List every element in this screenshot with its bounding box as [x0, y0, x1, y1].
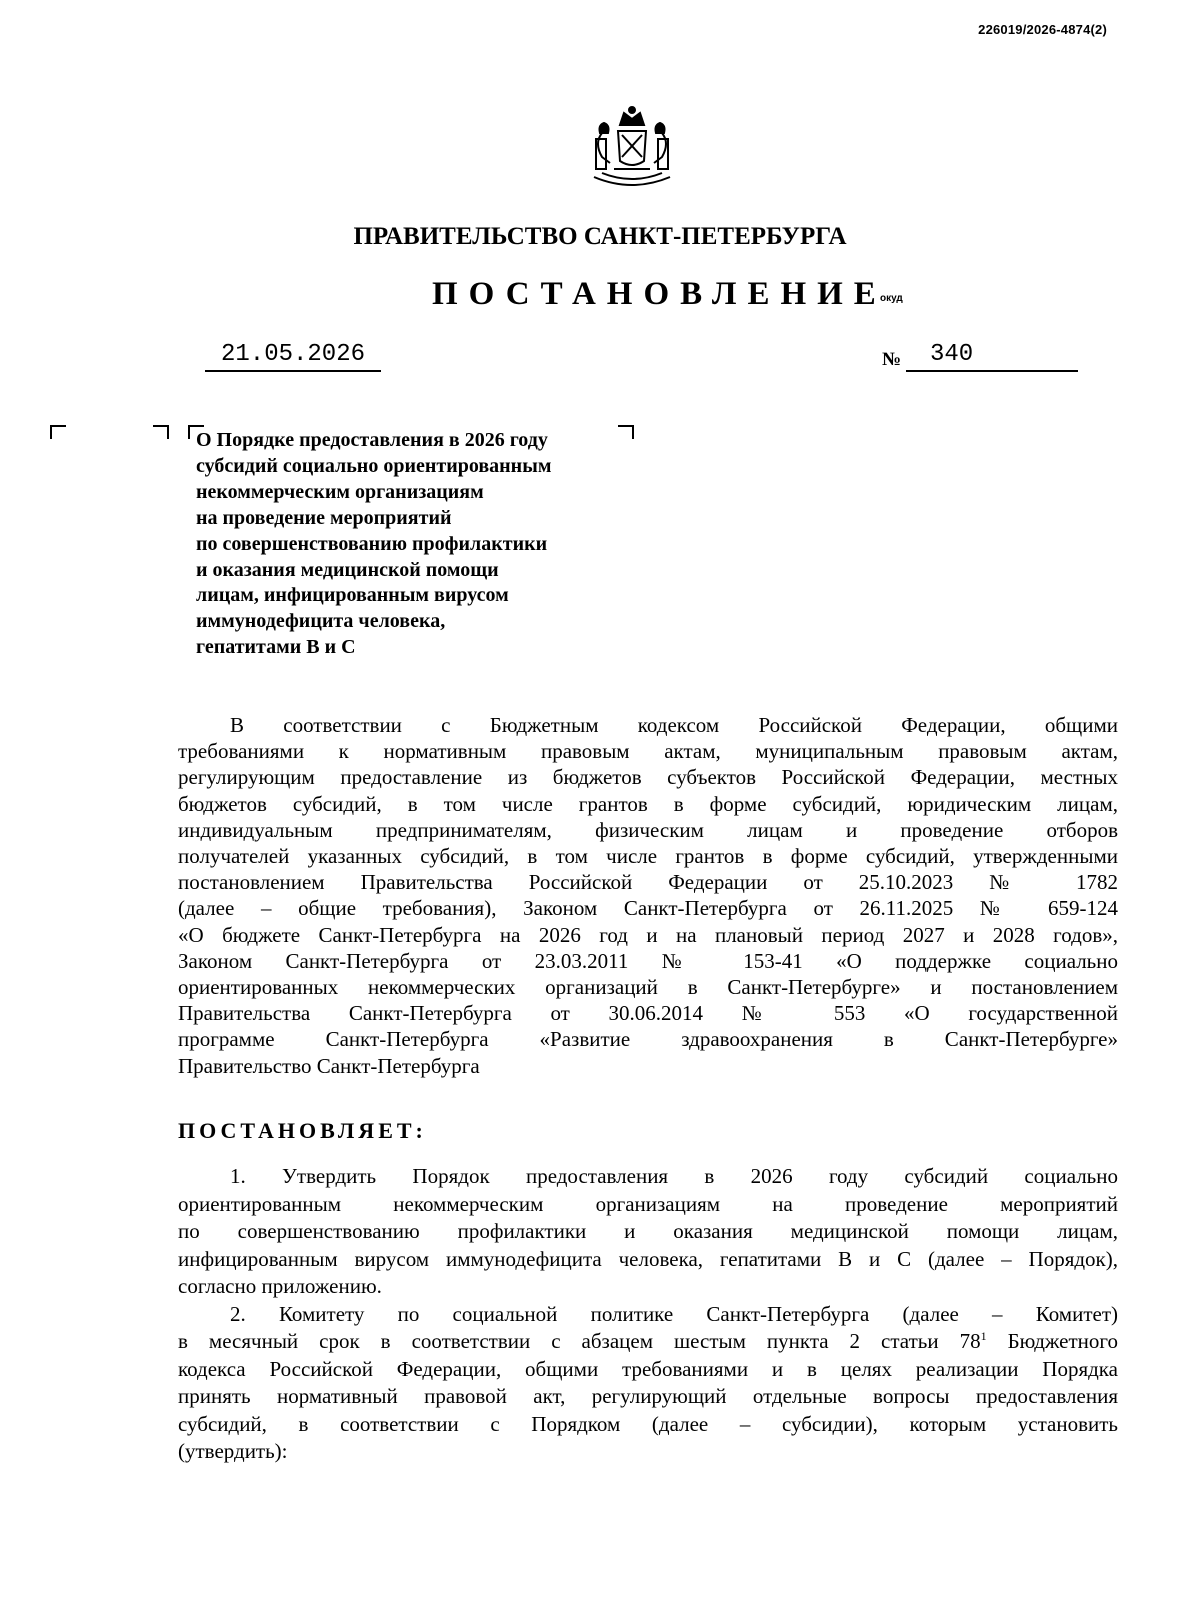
subject-title-line: на проведение мероприятий — [196, 506, 452, 529]
preamble-line: индивидуальным предпринимателям, физическим лицам и проведение отборов — [178, 817, 1118, 842]
subject-title-line: некоммерческим организациям — [196, 480, 484, 503]
item-1-line: согласно приложению. — [178, 1274, 382, 1298]
corner-bracket-mark — [153, 425, 169, 439]
item-2-line: кодекса Российской Федерации, общими требованиями и в целях реализации Порядка — [178, 1356, 1118, 1381]
preamble-line: Правительство Санкт-Петербурга — [178, 1053, 480, 1078]
subject-title-line: и оказания медицинской помощи — [196, 558, 499, 581]
subject-title-line: гепатитами В и С — [196, 636, 356, 659]
item-2-line: принять нормативный правовой акт, регулирующий отдельные вопросы предоставления — [178, 1384, 1118, 1408]
subject-title-line: лицам, инфицированным вирусом — [196, 584, 509, 607]
coat-of-arms-st-petersburg-icon — [580, 103, 684, 195]
item-1-line: инфицированным вирусом иммунодефицита человека, гепатитами В и С (далее – Порядок), — [178, 1246, 1118, 1271]
okud-label: окуд — [880, 293, 903, 304]
preamble-line: требованиями к нормативным правовым актам, муниципальным правовым актам, — [178, 739, 1118, 764]
subject-title — [196, 428, 636, 661]
subject-title-line: иммунодефицита человека, — [196, 610, 446, 633]
item-1-line: по совершенствованию профилактики и оказания медицинской помощи лицам, — [178, 1219, 1118, 1243]
item-2-line: (утвердить): — [178, 1439, 288, 1463]
subject-title-line: О Порядке предоставления в 2026 году — [196, 429, 548, 451]
item-2-text: Бюджетного — [986, 1329, 1118, 1353]
preamble-line: Правительства Санкт-Петербурга от 30.06.2014 № 553 «О государственной — [178, 1001, 1118, 1026]
document-number: 340 — [906, 340, 1078, 372]
article-superscript: 1 — [980, 1329, 987, 1343]
preamble-line: В соответствии с Бюджетным кодексом Российской Федерации, общими — [230, 713, 1118, 737]
resolution-items — [178, 1163, 1118, 1466]
preamble-line: получателей указанных субсидий, в том числе грантов в форме субсидий, утвержденными — [178, 844, 1118, 869]
preamble-line: программе Санкт-Петербурга «Развитие здравоохранения в Санкт-Петербурге» — [178, 1027, 1118, 1052]
document-registration-number: 226019/2026-4874(2) — [978, 22, 1107, 37]
preamble-paragraph — [178, 712, 1118, 1079]
government-title: ПРАВИТЕЛЬСТВО САНКТ-ПЕТЕРБУРГА — [353, 223, 847, 250]
number-sign: № — [882, 349, 902, 370]
preamble-line: постановлением Правительства Российской Федерации от 25.10.2023 № 1782 — [178, 870, 1118, 895]
corner-bracket-mark — [50, 425, 66, 439]
item-2-line — [178, 1328, 1118, 1356]
preamble-line: ориентированных некоммерческих организаций в Санкт-Петербурге» и постановлением — [178, 975, 1118, 1000]
item-1-line: 1. Утвердить Порядок предоставления в 2026 году субсидий социально — [230, 1164, 1118, 1188]
preamble-line: Законом Санкт-Петербурга от 23.03.2011 № 153-41 «О поддержке социально — [178, 948, 1118, 973]
preamble-line: «О бюджете Санкт-Петербурга на 2026 год и на плановый период 2027 и 2028 годов», — [178, 922, 1118, 947]
item-2-text: в месячный срок в соответствии с абзацем шестым пункта 2 статьи 78 — [178, 1329, 981, 1353]
document-date: 21.05.2026 — [205, 340, 381, 372]
preamble-line: (далее – общие требования), Законом Санкт-Петербурга от 26.11.2025 № 659-124 — [178, 896, 1118, 921]
item-2-line: субсидий, в соответствии с Порядком (далее – субсидии), которым установить — [178, 1411, 1118, 1436]
resolves-heading: ПОСТАНОВЛЯЕТ: — [178, 1118, 427, 1143]
subject-title-line: по совершенствованию профилактики — [196, 532, 548, 555]
item-2-line: 2. Комитету по социальной политике Санкт-Петербурга (далее – Комитет) — [230, 1301, 1118, 1326]
preamble-line: бюджетов субсидий, в том числе грантов в форме субсидий, юридическим лицам, — [178, 791, 1118, 816]
preamble-line: регулирующим предоставление из бюджетов субъектов Российской Федерации, местных — [178, 765, 1118, 790]
subject-title-line: субсидий социально ориентированным — [196, 454, 552, 477]
document-type-title: ПОСТАНОВЛЕНИЕ — [432, 276, 887, 312]
item-1-line: ориентированным некоммерческим организациям на проведение мероприятий — [178, 1191, 1118, 1216]
